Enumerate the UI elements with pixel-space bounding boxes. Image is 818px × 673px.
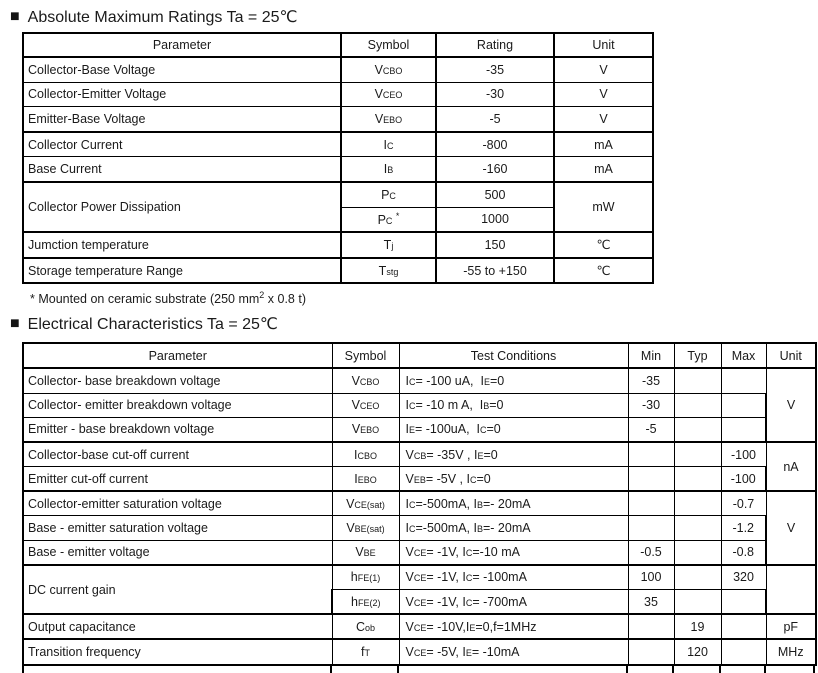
table-row <box>23 182 653 207</box>
max-cell <box>721 639 766 664</box>
symbol-cell: VCEO <box>332 393 399 417</box>
test-conditions-cell: VCE= -5V, IE= -10mA <box>399 639 628 664</box>
col-header-unit: Unit <box>766 343 816 368</box>
typ-cell <box>674 516 721 540</box>
table-row <box>23 57 653 82</box>
col-header-max: Max <box>721 343 766 368</box>
min-cell: -30 <box>628 393 674 417</box>
max-cell: -0.7 <box>721 491 766 516</box>
unit-cell: nA <box>766 442 816 491</box>
symbol-cell: VEBO <box>341 107 436 132</box>
section-title-electrical-characteristics <box>10 315 818 333</box>
table-footnote: * Mounted on ceramic substrate (250 $mm^2$ x 0.8 t) <box>30 290 306 307</box>
symbol-cell: IB <box>341 157 436 182</box>
test-conditions-cell: VCE= -1V, IC= -700mA <box>399 590 628 615</box>
unit-cell: mA <box>554 157 653 182</box>
rating-cell: -55 to +150 <box>436 258 554 284</box>
unit-cell: V <box>766 368 816 442</box>
typ-cell <box>674 491 721 516</box>
min-cell <box>628 467 674 492</box>
parameter-cell: Transition frequency <box>23 639 332 664</box>
unit-cell: MHz <box>766 639 816 664</box>
absolute-maximum-ratings-table <box>22 32 654 284</box>
typ-cell: 120 <box>674 639 721 664</box>
unit-cell: mW <box>554 182 653 232</box>
unit-cell: ℃ <box>554 232 653 258</box>
table-row <box>23 614 816 639</box>
test-conditions-cell: IC= -10 m A, IB=0 <box>399 393 628 417</box>
symbol-cell: Tj <box>341 232 436 258</box>
rating-cell: -160 <box>436 157 554 182</box>
max-cell <box>721 590 766 615</box>
test-conditions-cell: VCE= -10V,IE=0,f=1MHz <box>399 614 628 639</box>
max-cell <box>721 614 766 639</box>
unit-cell: V <box>554 107 653 132</box>
min-cell: 100 <box>628 565 674 590</box>
unit-cell: ℃ <box>554 258 653 284</box>
parameter-cell: Collector Current <box>23 132 341 157</box>
section-bullet-icon: ■ <box>10 315 20 333</box>
col-header-symbol: Symbol <box>341 33 436 57</box>
typ-cell: 19 <box>674 614 721 639</box>
symbol-cell: Cob <box>332 614 399 639</box>
max-cell: 320 <box>721 565 766 590</box>
parameter-cell: Emitter - base breakdown voltage <box>23 417 332 442</box>
symbol-cell: VBE <box>332 540 399 565</box>
table-row <box>23 639 816 664</box>
table-row <box>23 393 816 417</box>
max-cell: -100 <box>721 442 766 467</box>
symbol-cell: VCBO <box>341 57 436 82</box>
table-row <box>23 540 816 565</box>
section-title-absolute-maximum-ratings <box>10 8 818 26</box>
test-conditions-cell: IE= -100uA, IC=0 <box>399 417 628 442</box>
test-conditions-cell: IC=-500mA, IB=- 20mA <box>399 491 628 516</box>
table-continuation-stubs <box>22 666 815 673</box>
symbol-cell: Tstg <box>341 258 436 284</box>
col-header-symbol: Symbol <box>332 343 399 368</box>
section1-title-text: Absolute Maximum Ratings Ta = 25℃ <box>27 9 298 26</box>
parameter-cell: Emitter-Base Voltage <box>23 107 341 132</box>
parameter-cell: Emitter cut-off current <box>23 467 332 492</box>
table-row <box>23 232 653 258</box>
parameter-cell: Collector- emitter breakdown voltage <box>23 393 332 417</box>
symbol-cell: IEBO <box>332 467 399 492</box>
table-row <box>23 516 816 540</box>
parameter-cell: DC current gain <box>23 565 332 614</box>
unit-cell: V <box>554 57 653 82</box>
symbol-cell: fT <box>332 639 399 664</box>
parameter-cell: Base - emitter saturation voltage <box>23 516 332 540</box>
symbol-cell: ICBO <box>332 442 399 467</box>
max-cell <box>721 393 766 417</box>
symbol-cell: VBE(sat) <box>332 516 399 540</box>
table-header-row <box>23 343 816 368</box>
table-row <box>23 258 653 284</box>
table-row <box>23 491 816 516</box>
symbol-cell: VCEO <box>341 82 436 107</box>
test-conditions-cell: IC=-500mA, IB=- 20mA <box>399 516 628 540</box>
table-row <box>23 467 816 492</box>
typ-cell <box>674 368 721 393</box>
rating-cell: 1000 <box>436 207 554 232</box>
min-cell: -5 <box>628 417 674 442</box>
rating-cell: -800 <box>436 132 554 157</box>
parameter-cell: Collector-base cut-off current <box>23 442 332 467</box>
min-cell: -35 <box>628 368 674 393</box>
electrical-characteristics-table <box>22 342 817 665</box>
col-header-test-conditions: Test Conditions <box>399 343 628 368</box>
typ-cell <box>674 417 721 442</box>
parameter-cell: Collector-emitter saturation voltage <box>23 491 332 516</box>
min-cell <box>628 442 674 467</box>
typ-cell <box>674 540 721 565</box>
rating-cell: -30 <box>436 82 554 107</box>
parameter-cell: Base Current <box>23 157 341 182</box>
min-cell: -0.5 <box>628 540 674 565</box>
rating-cell: 500 <box>436 182 554 207</box>
col-header-parameter: Parameter <box>23 33 341 57</box>
max-cell: -100 <box>721 467 766 492</box>
col-header-typ: Typ <box>674 343 721 368</box>
table-row <box>23 442 816 467</box>
parameter-cell: Base - emitter voltage <box>23 540 332 565</box>
unit-cell: mA <box>554 132 653 157</box>
table-row <box>23 368 816 393</box>
col-header-unit: Unit <box>554 33 653 57</box>
symbol-cell: IC <box>341 132 436 157</box>
parameter-cell: Collector-Emitter Voltage <box>23 82 341 107</box>
table-row <box>23 565 816 590</box>
col-header-min: Min <box>628 343 674 368</box>
unit-cell <box>766 565 816 614</box>
table-row <box>23 417 816 442</box>
typ-cell <box>674 467 721 492</box>
parameter-cell: Collector Power Dissipation <box>23 182 341 232</box>
section-bullet-icon: ■ <box>10 8 20 25</box>
parameter-cell: Output capacitance <box>23 614 332 639</box>
rating-cell: -35 <box>436 57 554 82</box>
max-cell: -1.2 <box>721 516 766 540</box>
min-cell: 35 <box>628 590 674 615</box>
symbol-cell: PC * <box>341 207 436 232</box>
rating-cell: 150 <box>436 232 554 258</box>
typ-cell <box>674 590 721 615</box>
typ-cell <box>674 393 721 417</box>
max-cell <box>721 368 766 393</box>
min-cell <box>628 639 674 664</box>
symbol-cell: hFE(1) <box>332 565 399 590</box>
min-cell <box>628 516 674 540</box>
test-conditions-cell: IC= -100 uA, IE=0 <box>399 368 628 393</box>
symbol-cell: hFE(2) <box>332 590 399 615</box>
unit-cell: V <box>554 82 653 107</box>
test-conditions-cell: VEB= -5V , IC=0 <box>399 467 628 492</box>
min-cell <box>628 491 674 516</box>
col-header-rating: Rating <box>436 33 554 57</box>
max-cell: -0.8 <box>721 540 766 565</box>
symbol-cell: VCE(sat) <box>332 491 399 516</box>
table-row <box>23 157 653 182</box>
parameter-cell: Collector- base breakdown voltage <box>23 368 332 393</box>
parameter-cell: Jumction temperature <box>23 232 341 258</box>
table-header-row <box>23 33 653 57</box>
typ-cell <box>674 565 721 590</box>
col-header-parameter: Parameter <box>23 343 332 368</box>
symbol-cell: VCBO <box>332 368 399 393</box>
section2-title-text: Electrical Characteristics Ta = 25℃ <box>27 316 278 334</box>
test-conditions-cell: VCB= -35V , IE=0 <box>399 442 628 467</box>
max-cell <box>721 417 766 442</box>
test-conditions-cell: VCE= -1V, IC=-10 mA <box>399 540 628 565</box>
min-cell <box>628 614 674 639</box>
unit-cell: V <box>766 491 816 565</box>
test-conditions-cell: VCE= -1V, IC= -100mA <box>399 565 628 590</box>
symbol-cell: PC <box>341 182 436 207</box>
table-row <box>23 82 653 107</box>
typ-cell <box>674 442 721 467</box>
parameter-cell: Storage temperature Range <box>23 258 341 284</box>
table-row <box>23 107 653 132</box>
symbol-cell: VEBO <box>332 417 399 442</box>
unit-cell: pF <box>766 614 816 639</box>
table-row <box>23 132 653 157</box>
rating-cell: -5 <box>436 107 554 132</box>
parameter-cell: Collector-Base Voltage <box>23 57 341 82</box>
